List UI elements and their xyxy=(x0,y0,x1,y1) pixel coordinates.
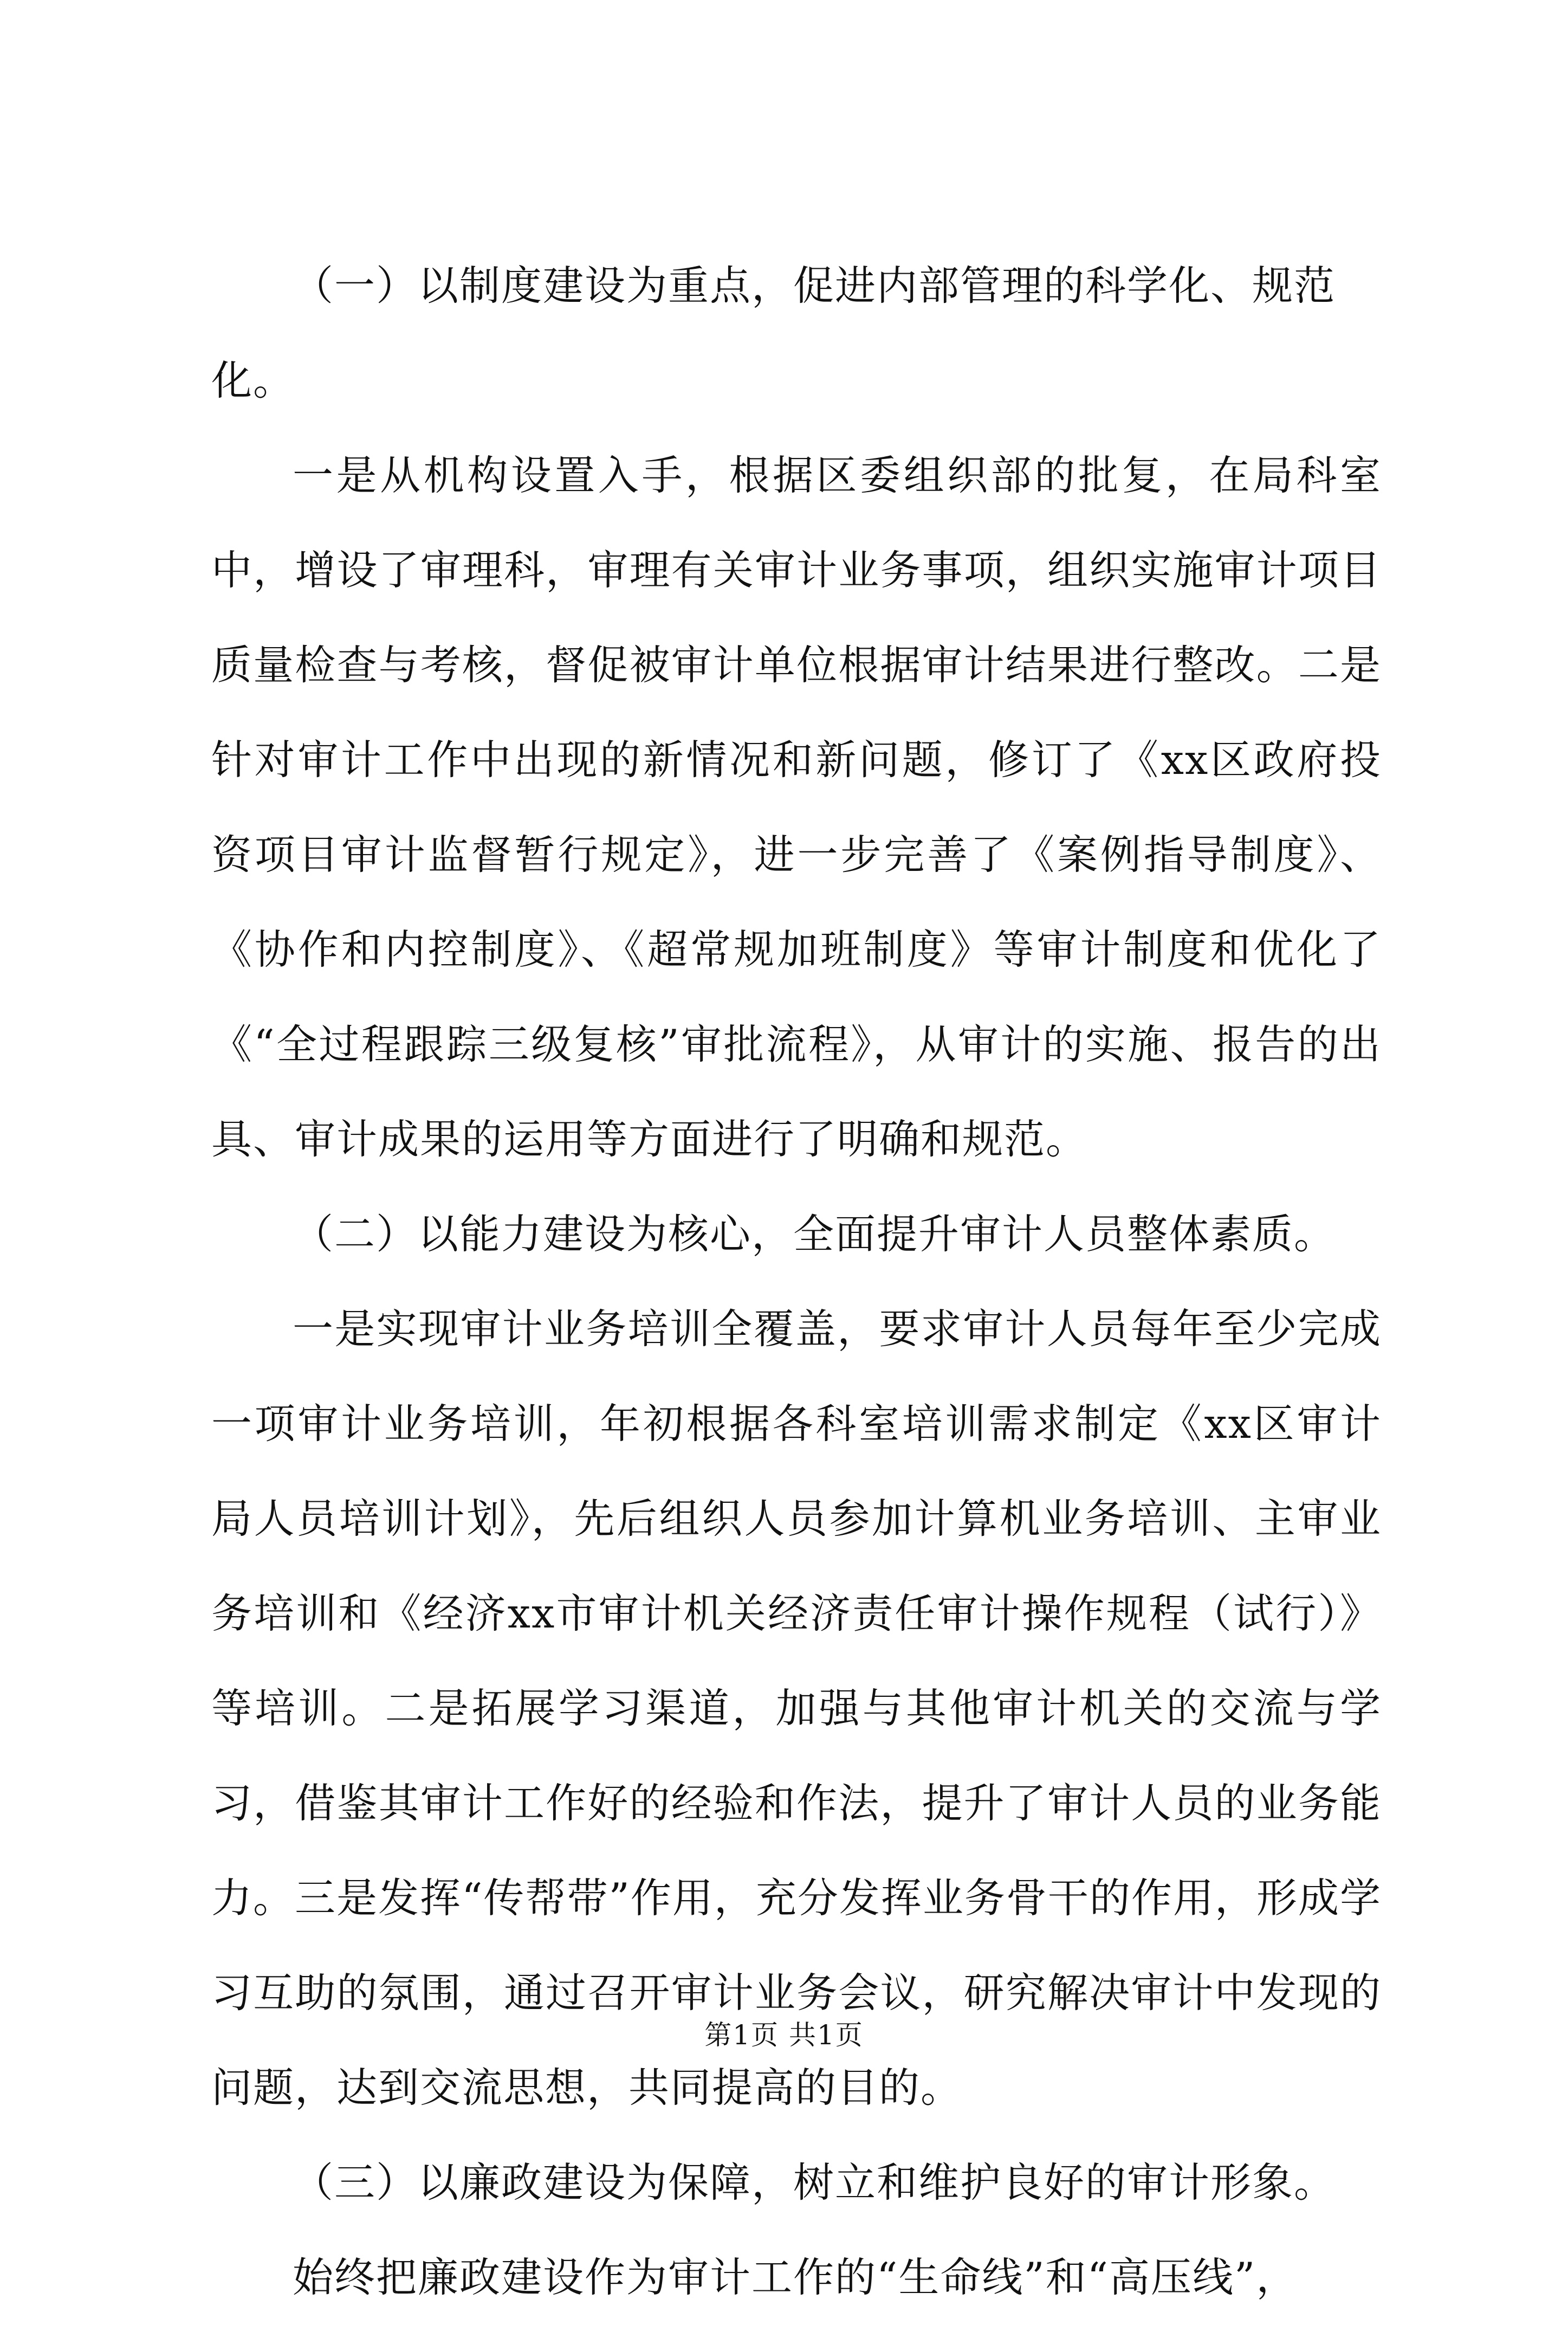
document-body xyxy=(211,238,1382,2325)
section-heading-1: （一）以制度建设为重点，促进内部管理的科学化、规范化。 xyxy=(211,262,1336,404)
section-paragraph-2: 一是实现审计业务培训全覆盖，要求审计人员每年至少完成一项审计业务培训，年初根据各科室培训需求制定《xx区审计局人员培训计划》，先后组织人员参加计算机业务培训、主审业务培训和《经济xx市审计机关经济责任审计操作规程（试行）》等培训。二是拓展学习渠道，加强与其他审计机关的交流与学习，借鉴其审计工作好的经验和作法，提升了审计人员的业务能力。三是发挥“传帮带”作用，充分发挥业务骨干的作用，形成学习互助的氛围，通过召开审计业务会议，研究解决审计中发现的问题，达到交流思想，共同提高的目的。 xyxy=(211,1305,1382,2111)
section-heading-3: （三）以廉政建设为保障，树立和维护良好的审计形象。 xyxy=(293,2159,1336,2206)
section-heading-2: （二）以能力建设为核心，全面提升审计人员整体素质。 xyxy=(293,1210,1336,1258)
page-footer: 第1页 共1页 xyxy=(704,2019,864,2051)
section-paragraph-1: 一是从机构设置入手，根据区委组织部的批复，在局科室中，增设了审理科，审理有关审计业务事项，组织实施审计项目质量检查与考核，督促被审计单位根据审计结果进行整改。二是针对审计工作中出现的新情况和新问题，修订了《xx区政府投资项目审计监督暂行规定》，进一步完善了《案例指导制度》、《协作和内控制度》、《超常规加班制度》等审计制度和优化了《“全过程跟踪三级复核”审批流程》，从审计的实施、报告的出具、审计成果的运用等方面进行了明确和规范。 xyxy=(211,451,1382,1163)
section-paragraph-3: 始终把廉政建设作为审计工作的“生命线”和“高压线”， xyxy=(293,2253,1298,2301)
